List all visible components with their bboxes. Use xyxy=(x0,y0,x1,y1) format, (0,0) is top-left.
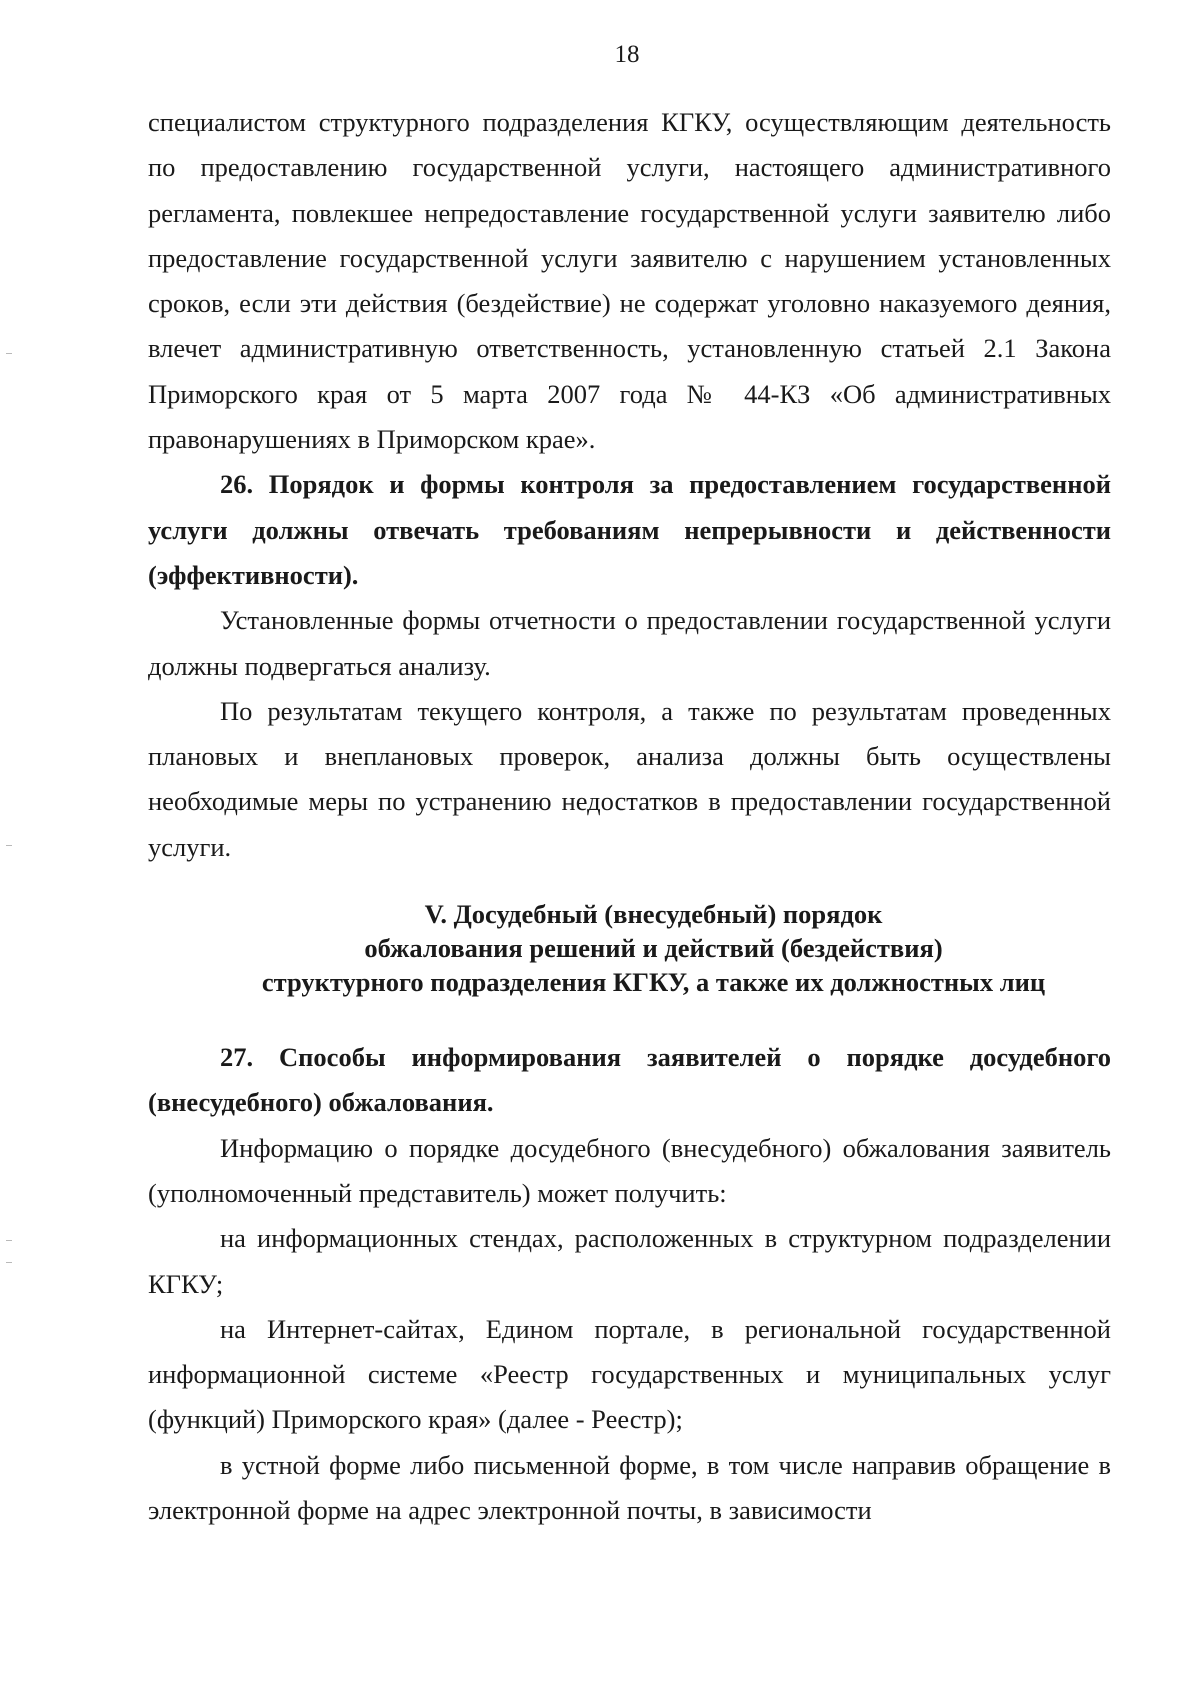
paragraph-internet-sites: на Интернет-сайтах, Едином портале, в региональной государственной информационной системе «Реестр государственных и муниципальных услуг (функций) Приморского края» (далее - Реестр); xyxy=(148,1313,1111,1435)
document-body xyxy=(148,100,1111,1533)
section-heading-line: V. Досудебный (внесудебный) порядок xyxy=(424,899,883,930)
scan-mark xyxy=(6,845,12,846)
heading-item-26: 26. Порядок и формы контроля за предоставлением государственной услуги должны отвечать требованиям непрерывности и действенности (эффективности). xyxy=(148,469,1111,590)
paragraph-oral-written: в устной форме либо письменной форме, в том числе направив обращение в электронной форме на адрес электронной почты, в зависимости xyxy=(148,1449,1111,1526)
scan-mark xyxy=(6,1262,12,1263)
section-heading-v xyxy=(148,897,1111,999)
paragraph-info-sources: Информацию о порядке досудебного (внесудебного) обжалования заявитель (уполномоченный представитель) может получить: xyxy=(148,1132,1111,1208)
paragraph-liability: специалистом структурного подразделения КГКУ, осуществляющим деятельность по предоставлению государственной услуги, настоящего административного регламента, повлекшее непредоставление государственной услуги заявителю либо предоставление государственной услуги заявителю с нарушением установленных сроков, если эти действия (бездействие) не содержат уголовно наказуемого деяния, влечет административную ответственность, установленную статьей 2.1 Закона Приморского края от 5 марта 2007 года № 44-КЗ «Об административных правонарушениях в Приморском крае». xyxy=(148,107,1111,455)
scan-mark xyxy=(6,1240,12,1241)
scan-mark xyxy=(6,353,12,354)
paragraph-control-results: По результатам текущего контроля, а также по результатам проведенных плановых и внеплановых проверок, анализа должны быть осуществлены необходимые меры по устранению недостатков в предоставлении государственной услуги. xyxy=(148,695,1111,862)
heading-item-27: 27. Способы информирования заявителей о порядке досудебного (внесудебного) обжалования. xyxy=(148,1042,1111,1118)
page-number: 18 xyxy=(614,41,640,68)
paragraph-info-stands: на информационных стендах, расположенных в структурном подразделении КГКУ; xyxy=(148,1223,1111,1299)
paragraph-reporting-forms: Установленные формы отчетности о предоставлении государственной услуги должны подвергаться анализу. xyxy=(148,605,1111,681)
section-heading-line: обжалования решений и действий (бездействия) xyxy=(364,933,943,964)
section-heading-line: структурного подразделения КГКУ, а также их должностных лиц xyxy=(261,967,1046,998)
